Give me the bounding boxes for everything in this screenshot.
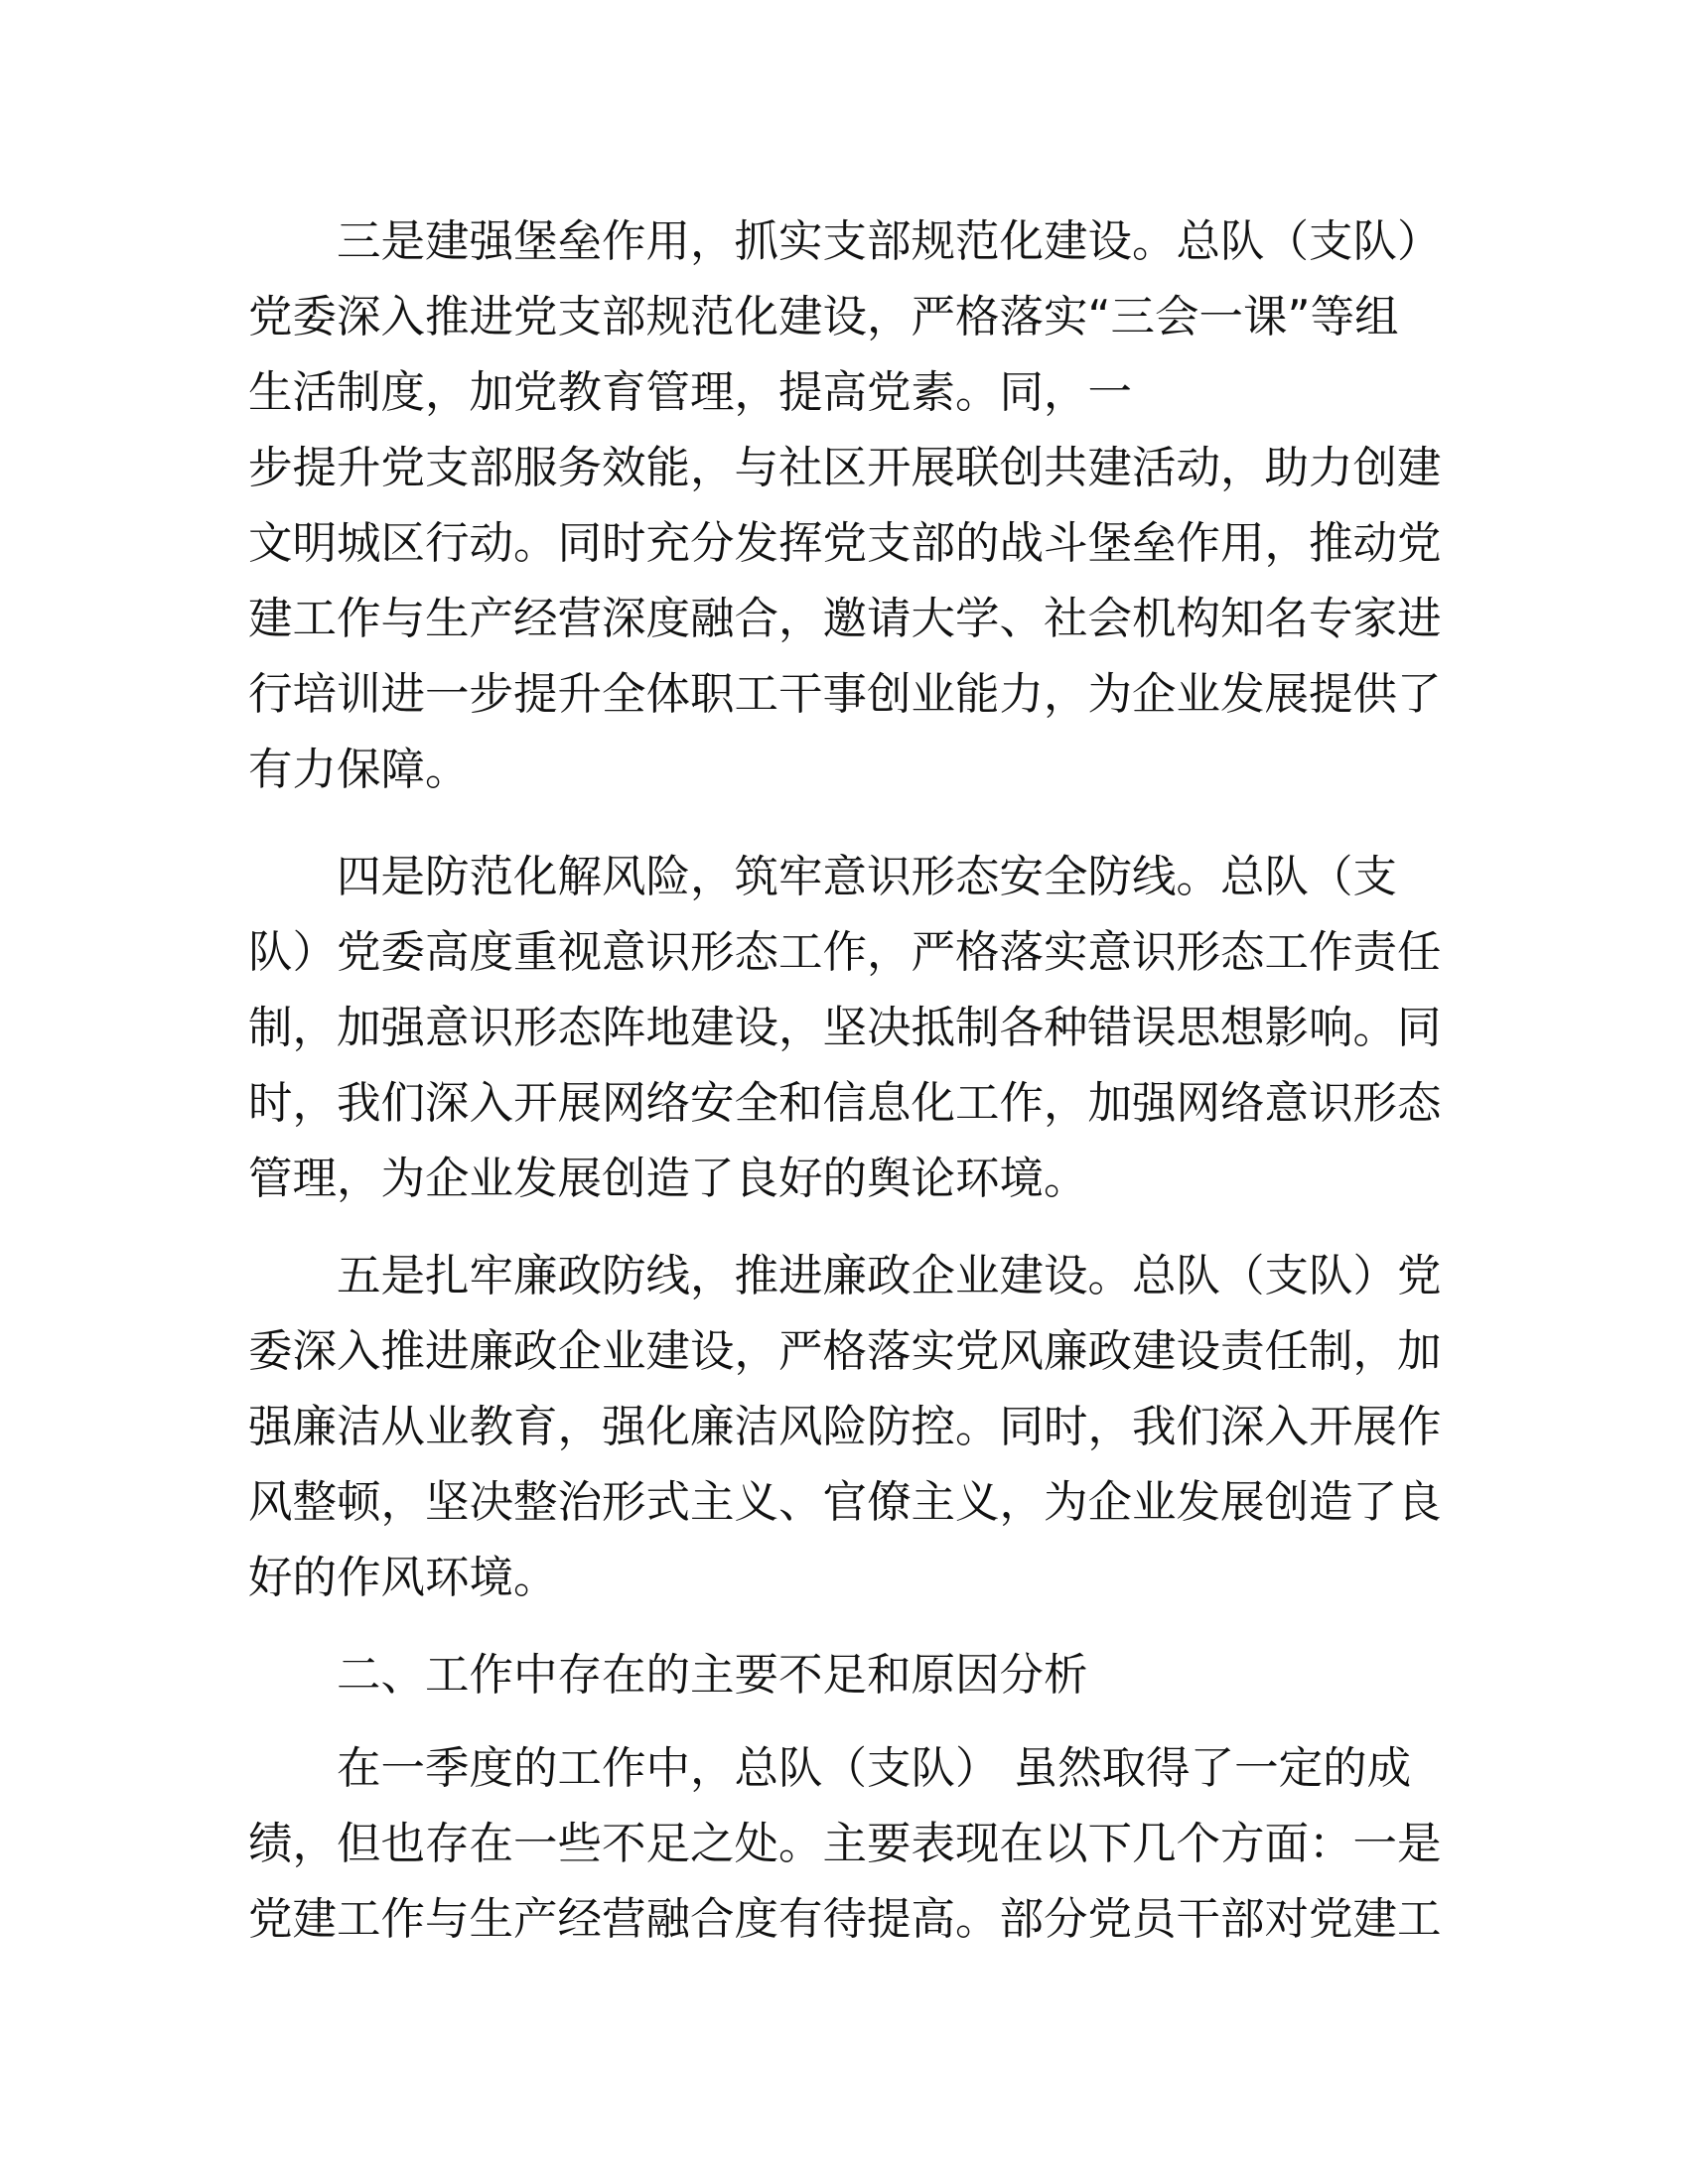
text-line: 好的作风环境。	[248, 1553, 558, 1603]
text-line: 建工作与生产经营深度融合，邀请大学、社会机构知名专家进	[248, 594, 1442, 644]
text-line: 党建工作与生产经营融合度有待提高。部分党员干部对党建工	[248, 1894, 1442, 1945]
text-line: 绩，但也存在一些不足之处。主要表现在以下几个方面：一是	[248, 1819, 1442, 1869]
text-line: 行培训进一步提升全体职工干事创业能力，为企业发展提供了	[248, 669, 1442, 720]
section-heading: 二、工作中存在的主要不足和原因分析	[337, 1650, 1088, 1701]
text-line: 在一季度的工作中，总队（支队） 虽然取得了一定的成	[337, 1743, 1412, 1794]
text-line: 管理，为企业发展创造了良好的舆论环境。	[248, 1154, 1088, 1204]
text-line: 有力保障。	[248, 745, 470, 795]
text-line: 委深入推进廉政企业建设，严格落实党风廉政建设责任制，加	[248, 1326, 1442, 1377]
text-line: 制，加强意识形态阵地建设，坚决抵制各种错误思想影响。同	[248, 1003, 1442, 1053]
text-line: 五是扎牢廉政防线，推进廉政企业建设。总队（支队）党	[337, 1251, 1442, 1301]
text-line: 党委深入推进党支部规范化建设，严格落实“三会一课”等组	[248, 292, 1399, 342]
text-line: 时，我们深入开展网络安全和信息化工作，加强网络意识形态	[248, 1078, 1442, 1129]
text-line: 四是防范化解风险，筑牢意识形态安全防线。总队（支	[337, 852, 1398, 902]
text-line: 三是建强堡垒作用，抓实支部规范化建设。总队（支队）	[337, 216, 1442, 267]
text-line: 强廉洁从业教育，强化廉洁风险防控。同时，我们深入开展作	[248, 1402, 1442, 1452]
text-line: 步提升党支部服务效能，与社区开展联创共建活动，助力创建	[248, 443, 1442, 493]
text-line: 生活制度，加党教育管理，提高党素。同，一	[248, 367, 1133, 418]
text-line: 风整顿，坚决整治形式主义、官僚主义，为企业发展创造了良	[248, 1477, 1442, 1528]
text-line: 队）党委高度重视意识形态工作，严格落实意识形态工作责任	[248, 927, 1442, 978]
text-line: 文明城区行动。同时充分发挥党支部的战斗堡垒作用，推动党	[248, 518, 1442, 569]
